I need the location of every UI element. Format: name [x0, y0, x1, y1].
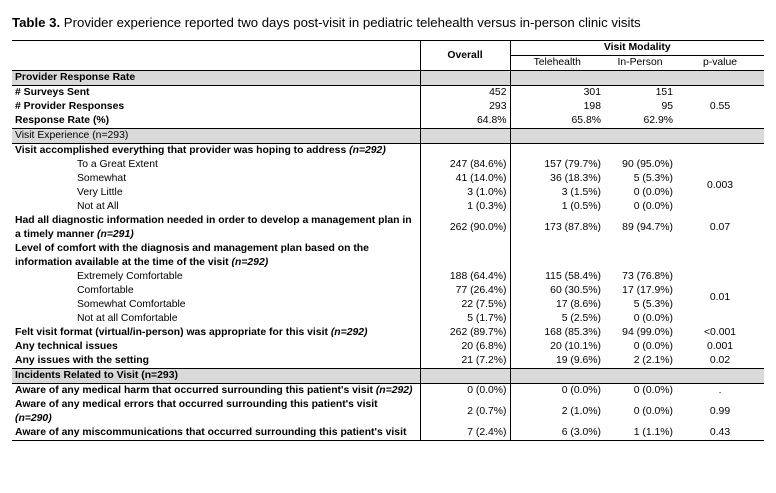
cell-in-person: 94 (99.0%): [622, 327, 673, 338]
header-row: [12, 41, 764, 56]
row-label: Any issues with the setting: [15, 355, 149, 366]
row-label: Visit accomplished everything that provider was hoping to address (n=292): [15, 145, 386, 156]
cell-telehealth: 3 (1.5%): [510, 186, 604, 200]
row-label: # Provider Responses: [15, 101, 125, 112]
cell-telehealth: 198: [510, 100, 604, 114]
cell-telehealth: 115 (58.4%): [510, 270, 604, 284]
cell-overall: 20 (6.8%): [420, 340, 510, 354]
table-row: [12, 144, 764, 159]
row-label: Aware of any medical errors that occurred surrounding this patient's visit (n=290): [15, 399, 378, 424]
header-telehealth: Telehealth: [510, 56, 604, 71]
cell-telehealth: 0 (0.0%): [510, 384, 604, 399]
header-p-value: p-value: [702, 57, 738, 68]
cell-in-person: 5 (5.3%): [633, 299, 673, 310]
row-n: (n=291): [97, 229, 134, 240]
table-caption-text: Provider experience reported two days post-visit in pediatric telehealth versus in-person clinic visits: [60, 15, 641, 30]
row-n: (n=292): [375, 385, 413, 396]
table-row: [12, 200, 764, 214]
row-label: Not at All: [77, 201, 119, 212]
table-row: [12, 326, 764, 340]
cell-in-person: 0 (0.0%): [633, 313, 673, 324]
row-label: Very Little: [77, 187, 123, 198]
cell-telehealth: 2 (1.0%): [510, 398, 604, 426]
row-label: Aware of any medical harm that occurred surrounding this patient's visit (n=292): [15, 385, 413, 396]
table-caption: [12, 15, 641, 30]
cell-telehealth: 36 (18.3%): [510, 172, 604, 186]
cell-overall: 262 (89.7%): [420, 326, 510, 340]
section-row: [12, 129, 764, 144]
cell-telehealth: 60 (30.5%): [510, 284, 604, 298]
row-label: Extremely Comfortable: [77, 271, 183, 282]
header-blank: [12, 41, 420, 71]
cell-overall: 21 (7.2%): [420, 354, 510, 369]
row-label: Had all diagnostic information needed in order to develop a management plan in a timely manner (n=291): [15, 215, 412, 240]
cell-p-value: 0.01: [709, 292, 731, 303]
cell-overall: 22 (7.5%): [420, 298, 510, 312]
cell-in-person: 1 (1.1%): [604, 426, 676, 441]
row-n: (n=292): [330, 327, 368, 338]
cell-p-value: .: [718, 385, 722, 396]
cell-in-person: 73 (76.8%): [622, 271, 673, 282]
table-row: [12, 312, 764, 326]
provider-experience-table: [12, 40, 764, 441]
table-row: [12, 284, 764, 298]
row-label: Somewhat Comfortable: [77, 299, 186, 310]
cell-overall: 64.8%: [420, 114, 510, 129]
cell-p-value: 0.99: [709, 406, 731, 417]
cell-in-person: 90 (95.0%): [622, 159, 673, 170]
cell-in-person: 0 (0.0%): [633, 341, 673, 352]
table-row: [12, 100, 764, 114]
table-row: [12, 172, 764, 186]
cell-telehealth: 5 (2.5%): [510, 312, 604, 326]
cell-in-person: 62.9%: [643, 115, 673, 126]
row-label: Any technical issues: [15, 341, 118, 352]
cell-in-person: 17 (17.9%): [622, 285, 673, 296]
table-row: [12, 214, 764, 242]
cell-in-person: 0 (0.0%): [633, 201, 673, 212]
row-n: (n=292): [231, 257, 269, 268]
table-row: [12, 354, 764, 369]
section-visit-experience: Visit Experience (n=293): [12, 129, 420, 144]
cell-in-person: 95: [661, 101, 673, 112]
cell-p-value: <0.001: [703, 327, 737, 338]
row-label: Not at all Comfortable: [77, 313, 178, 324]
table-caption-label: Table 3.: [12, 15, 61, 30]
cell-telehealth: 65.8%: [510, 114, 604, 129]
cell-telehealth: 6 (3.0%): [510, 426, 604, 441]
table-row: [12, 398, 764, 426]
row-n: (n=290): [15, 413, 52, 424]
cell-telehealth: 157 (79.7%): [510, 158, 604, 172]
cell-in-person: 2 (2.1%): [633, 355, 673, 366]
cell-overall: 2 (0.7%): [420, 398, 510, 426]
table-row: [12, 158, 764, 172]
cell-p-value: 0.43: [676, 426, 764, 441]
cell-telehealth: 173 (87.8%): [510, 214, 604, 242]
cell-overall: 41 (14.0%): [420, 172, 510, 186]
cell-telehealth: 20 (10.1%): [510, 340, 604, 354]
row-label: # Surveys Sent: [15, 87, 90, 98]
header-visit-modality: Visit Modality: [510, 41, 764, 56]
cell-p-value: 0.001: [707, 341, 734, 352]
table-row: [12, 186, 764, 200]
cell-in-person: 89 (94.7%): [622, 222, 673, 233]
table-row: [12, 298, 764, 312]
header-overall: Overall: [420, 41, 510, 71]
table-row: [12, 426, 764, 441]
row-label: Somewhat: [77, 173, 127, 184]
cell-overall: 77 (26.4%): [420, 284, 510, 298]
cell-overall: 293: [420, 100, 510, 114]
row-n: (n=292): [349, 145, 386, 156]
table-row: [12, 340, 764, 354]
row-label: Aware of any miscommunications that occurred surrounding this patient's visit: [12, 426, 420, 441]
cell-in-person: 151: [655, 87, 673, 98]
table-row: [12, 384, 764, 399]
row-label: To a Great Extent: [77, 159, 158, 170]
cell-in-person: 5 (5.3%): [633, 173, 673, 184]
cell-in-person: 0 (0.0%): [633, 406, 673, 417]
row-label: Comfortable: [77, 285, 134, 296]
section-row: [12, 71, 764, 86]
cell-telehealth: 17 (8.6%): [510, 298, 604, 312]
cell-overall: 5 (1.7%): [420, 312, 510, 326]
cell-p-value: 0.55: [709, 101, 731, 112]
cell-telehealth: 1 (0.5%): [510, 200, 604, 214]
cell-telehealth: 19 (9.6%): [510, 354, 604, 369]
cell-overall: 1 (0.3%): [420, 200, 510, 214]
cell-in-person: 0 (0.0%): [633, 187, 673, 198]
cell-p-value: 0.02: [709, 355, 731, 366]
cell-p-value: 0.003: [707, 180, 734, 191]
section-response-rate: Provider Response Rate: [12, 71, 420, 86]
cell-overall: 247 (84.6%): [420, 158, 510, 172]
table-row: [12, 114, 764, 129]
cell-in-person: 0 (0.0%): [633, 385, 673, 396]
header-in-person: In-Person: [617, 57, 663, 68]
cell-overall: 452: [420, 86, 510, 101]
cell-overall: 188 (64.4%): [420, 270, 510, 284]
cell-overall: 7 (2.4%): [420, 426, 510, 441]
cell-overall: 0 (0.0%): [420, 384, 510, 399]
section-incidents: Incidents Related to Visit (n=293): [12, 369, 420, 384]
row-label: Response Rate (%): [15, 115, 110, 126]
cell-overall: 3 (1.0%): [420, 186, 510, 200]
cell-p-value: 0.07: [709, 222, 731, 233]
table-row: [12, 242, 764, 270]
cell-overall: 262 (90.0%): [420, 214, 510, 242]
row-label: Felt visit format (virtual/in-person) was appropriate for this visit (n=292): [15, 327, 368, 338]
table-row: [12, 86, 764, 101]
row-label: Level of comfort with the diagnosis and management plan based on the information available at the time of the visit (n=292): [15, 243, 369, 268]
section-row: [12, 369, 764, 384]
cell-telehealth: 168 (85.3%): [510, 326, 604, 340]
table-row: [12, 270, 764, 284]
cell-telehealth: 301: [510, 86, 604, 101]
